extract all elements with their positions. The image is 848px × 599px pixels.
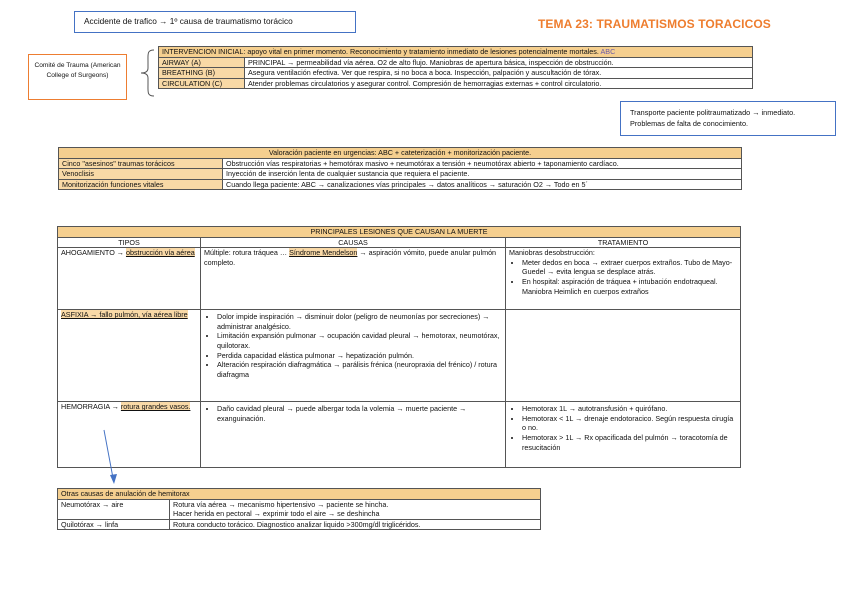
table-row: Quilotórax → linfa Rotura conducto torácico. Diagnostico analizar liquido >300mg/dl triglicéridos.	[58, 519, 541, 530]
list-item: • Dolor impide inspiración → disminuir dolor (peligro de neumonías por secreciones) → administrar analgésico.	[217, 312, 502, 331]
causas-list	[204, 404, 502, 423]
causas-list	[204, 312, 502, 379]
table-row: AHOGAMIENTO → obstrucción vía aérea Múltiple: rotura tráquea … Síndrome Mendelson → aspiración vómito, puede anular pulmón completo. Maniobras desobstrucción: • Meter dedos en boca → extraer cuerpos extraños. Tubo de Mayo-Guedel → evita lengua se desplace atrás. • En hospital: aspiración de tráquea + intubación endotraqueal. Maniobra Heimlich en cuerpos extraños	[58, 248, 741, 310]
list-item: • Hemotorax 1L → autotransfusión + quirófano.	[522, 404, 737, 414]
page-title: TEMA 23: TRAUMATISMOS TORACICOS	[538, 17, 771, 31]
table-row: HEMORRAGIA → rotura grandes vasos. • Daño cavidad pleural → puede albergar toda la volemia → muerte paciente → exanguinación. • Hemotorax 1L → autotransfusión + quirófano. • Hemotorax < 1L → drenaje endotoracico. Según respuesta cirugía o no. • Hemotorax > 1L → Rx opacificada del pulmón → toracotomía de resucitación	[58, 402, 741, 468]
table-row: Monitorización funciones vitales Cuando llega paciente: ABC → canalizaciones vías principales → datos analíticos → saturación O2 → Todo en 5´	[59, 179, 742, 190]
lesiones-header: PRINCIPALES LESIONES QUE CAUSAN LA MUERTE	[58, 227, 741, 238]
tratamiento-list	[509, 404, 737, 452]
list-item: • Perdida capacidad elástica pulmonar → hepatización pulmón.	[217, 351, 502, 361]
otras-header: Otras causas de anulación de hemitorax	[58, 489, 541, 500]
initial-intervention-table	[158, 46, 753, 89]
top-note-box	[74, 11, 356, 33]
table-row: BREATHING (B) Asegura ventilación efectiva. Ver que respira, si no boca a boca. Inspección, palpación y auscultación de tórax.	[159, 68, 753, 79]
list-item: • Alteración respiración diafragmática → parálisis frénica (neuropraxia del frénico) / rotura diafragma	[217, 360, 502, 379]
list-item: • Meter dedos en boca → extraer cuerpos extraños. Tubo de Mayo-Guedel → evita lengua se desplace atrás.	[522, 258, 737, 277]
table-row: AIRWAY (A) PRINCIPAL → permeabilidad vía aérea. O2 de alto flujo. Maniobras de apertura básica, inspección de obstrucción.	[159, 57, 753, 68]
transport-note-box	[620, 101, 836, 136]
abc-tag: ABC	[600, 47, 616, 56]
lesiones-table	[57, 226, 741, 468]
list-item: • Hemotorax > 1L → Rx opacificada del pulmón → toracotomía de resucitación	[522, 433, 737, 452]
otras-causas-table	[57, 488, 541, 530]
urgencias-table	[58, 147, 742, 190]
table-row: Venoclisis Inyección de inserción lenta de cualquier sustancia que requiera el paciente.	[59, 169, 742, 180]
top-note: Accidente de trafico → 1º causa de traumatismo torácico	[84, 16, 293, 26]
table-row: Neumotórax → aire Rotura vía aérea → mecanismo hipertensivo → paciente se hincha. Hacer herida en pectoral → exprimir todo el aire → se deshincha	[58, 499, 541, 519]
urgencias-header: Valoración paciente en urgencias: ABC + cateterización + monitorización paciente.	[59, 148, 742, 159]
list-item: • Limitación expansión pulmonar → ocupación cavidad pleural → hemotorax, neumotórax, quilotorax.	[217, 331, 502, 350]
lesiones-column-headers: TIPOS CAUSAS TRATAMIENTO	[58, 237, 741, 248]
transport-note: Transporte paciente politraumatizado → inmediato. Problemas de falta de conocimiento.	[630, 108, 796, 128]
table-row: CIRCULATION (C) Atender problemas circulatorios y asegurar control. Compresión de hemorragias externas + control circulatorio.	[159, 78, 753, 89]
committee-box	[28, 54, 127, 100]
table-row: ASFIXIA → fallo pulmón, vía aérea libre • Dolor impide inspiración → disminuir dolor (peligro de neumonías por secreciones) → administrar analgésico. • Limitación expansión pulmonar → ocupación cavidad pleural → hemotorax, neumotórax, quilotorax. • Perdida capacidad elástica pulmonar → hepatización pulmón. • Alteración respiración diafragmática → parálisis frénica (neuropraxia del frénico) / rotura diafragma	[58, 310, 741, 402]
list-item: • Hemotorax < 1L → drenaje endotoracico. Según respuesta cirugía o no.	[522, 414, 737, 433]
arrow-down-icon	[100, 428, 120, 486]
initial-intervention-header: INTERVENCION INICIAL: apoyo vital en primer momento. Reconocimiento y tratamiento inmediato de lesiones potencialmente mortales. ABC	[159, 47, 753, 58]
brace-icon	[138, 48, 156, 98]
tratamiento-list	[509, 258, 737, 296]
table-row: Cinco "asesinos" traumas torácicos Obstrucción vías respiratorias + hemotórax masivo + neumotórax a tensión + neumotórax abierto + taponamiento cardíaco.	[59, 158, 742, 169]
list-item: • En hospital: aspiración de tráquea + intubación endotraqueal. Maniobra Heimlich en cuerpos extraños	[522, 277, 737, 296]
list-item: • Daño cavidad pleural → puede albergar toda la volemia → muerte paciente → exanguinación.	[217, 404, 502, 423]
committee-label: Comité de Trauma (American College of Surgeons)	[34, 62, 121, 79]
